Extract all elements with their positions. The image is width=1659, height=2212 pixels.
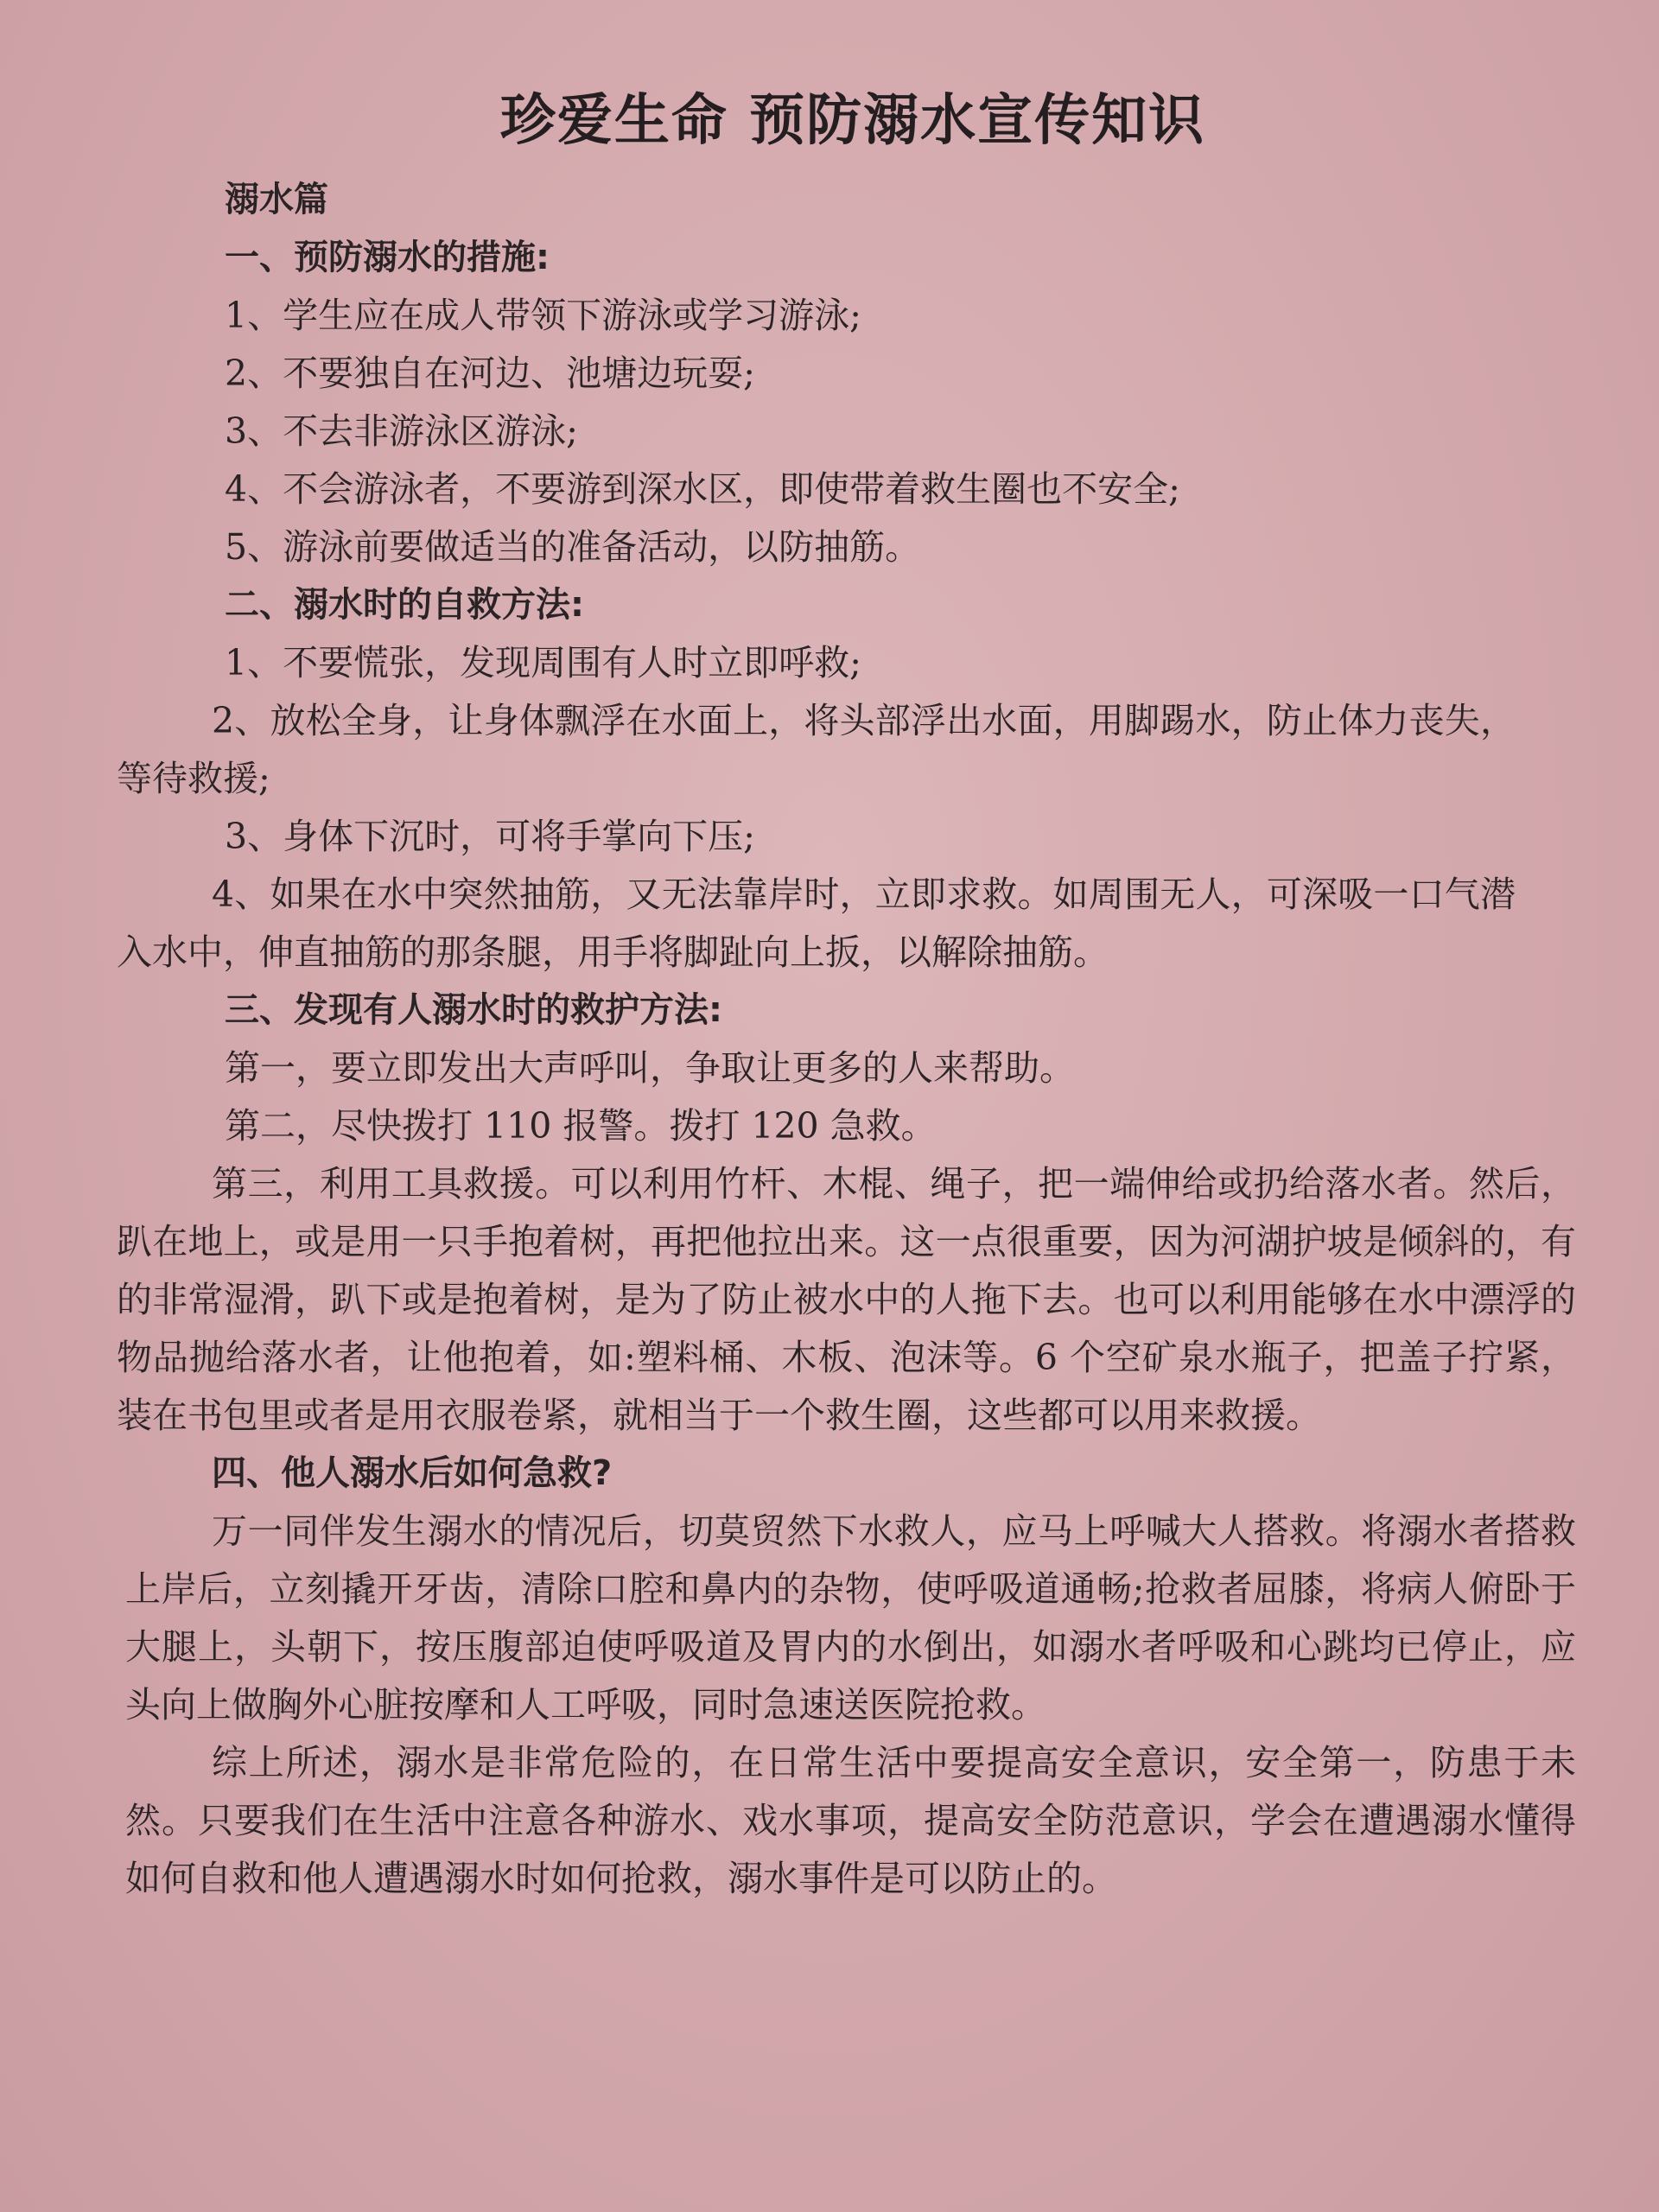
conclusion-paragraph: 综上所述，溺水是非常危险的，在日常生活中要提高安全意识，安全第一，防患于未然。只要我们在生活中注意各种游水、戏水事项，提高安全防范意识，学会在遭遇溺水懂得如何自救和他人遭遇溺水时如何抢救，溺水事件是可以防止的。 (125, 1742, 1576, 1899)
part2-item: 1、不要慌张，发现周围有人时立即呼救; (225, 642, 861, 683)
part1-heading: 一、预防溺水的措施: (225, 238, 550, 277)
page-title: 珍爱生命 预防溺水宣传知识 (499, 89, 1206, 153)
part2-item: 4、如果在水中突然抽筋，又无法靠岸时，立即求救。如周围无人，可深吸一口气潜入水中，伸直抽筋的那条腿，用手将脚趾向上扳，以解除抽筋。 (117, 874, 1516, 973)
part3-item: 第三，利用工具救援。可以利用竹杆、木棍、绳子，把一端伸给或扔给落水者。然后，趴在地上，或是用一只手抱着树，再把他拉出来。这一点很重要，因为河湖护坡是倾斜的，有的非常湿滑，趴下或是抱着树，是为了防止被水中的人拖下去。也可以利用能够在水中漂浮的物品抛给落水者，让他抱着，如:塑料桶、木板、泡沫等。6 个空矿泉水瓶子，把盖子拧紧，装在书包里或者是用衣服卷紧，就相当于一个救生圈，这些都可以用来救援。 (117, 1163, 1576, 1436)
part2-heading: 二、溺水时的自救方法: (225, 585, 584, 625)
section-label: 溺水篇 (225, 180, 328, 219)
part3-heading: 三、发现有人溺水时的救护方法: (225, 990, 722, 1030)
part2-item: 3、身体下沉时，可将手掌向下压; (225, 816, 755, 857)
part1-item: 4、不会游泳者，不要游到深水区，即使带着救生圈也不安全; (225, 468, 1180, 510)
part2-item: 2、放松全身，让身体飘浮在水面上，将头部浮出水面，用脚踢水，防止体力丧失，等待救援; (117, 700, 1516, 799)
part1-item: 3、不去非游泳区游泳; (225, 410, 578, 452)
part1-item: 5、游泳前要做适当的准备活动，以防抽筋。 (225, 526, 921, 568)
part4-heading: 四、他人溺水后如何急救? (212, 1453, 613, 1493)
part4-paragraph: 万一同伴发生溺水的情况后，切莫贸然下水救人，应马上呼喊大人搭救。将溺水者搭救上岸后，立刻撬开牙齿，清除口腔和鼻内的杂物，使呼吸道通畅;抢救者屈膝，将病人俯卧于大腿上，头朝下，按压腹部迫使呼吸道及胃内的水倒出，如溺水者呼吸和心跳均已停止，应头向上做胸外心脏按摩和人工呼吸，同时急速送医院抢救。 (125, 1510, 1576, 1726)
part1-item: 1、学生应在成人带领下游泳或学习游泳; (225, 295, 861, 336)
part3-item: 第一，要立即发出大声呼叫，争取让更多的人来帮助。 (225, 1047, 1075, 1089)
part1-item: 2、不要独自在河边、池塘边玩耍; (225, 353, 755, 394)
part3-item: 第二，尽快拨打 110 报警。拨打 120 急救。 (225, 1105, 937, 1147)
